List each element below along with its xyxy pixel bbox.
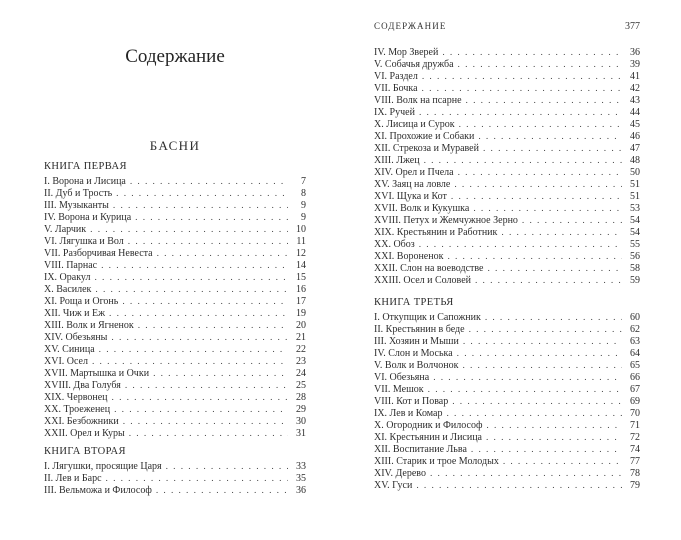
dot-leader [128, 236, 288, 247]
toc-entry [374, 384, 640, 396]
toc-entry-page: 35 [296, 473, 306, 484]
dot-leader [473, 203, 622, 214]
dot-leader [475, 275, 622, 286]
dot-leader [99, 344, 288, 355]
toc-entry-page: 20 [296, 320, 306, 331]
toc-entry-title: I. Откупщик и Сапожник [374, 312, 481, 323]
dot-leader [112, 392, 288, 403]
toc-entry-page: 39 [630, 59, 640, 70]
toc-entry [44, 260, 306, 272]
toc-entry-page: 43 [630, 95, 640, 106]
toc-entry [374, 396, 640, 408]
toc-entry [374, 348, 640, 360]
toc-entry [374, 95, 640, 107]
toc-entry-title: XIII. Лжец [374, 155, 420, 166]
toc-entry [374, 203, 640, 215]
toc-entry-page: 23 [296, 356, 306, 367]
toc-entry-title: XXIII. Осел и Соловей [374, 275, 471, 286]
toc-entry-title: XV. Синица [44, 344, 95, 355]
toc-entry [44, 380, 306, 392]
toc-entry-title: I. Ворона и Лисица [44, 176, 126, 187]
toc-entry-title: XIV. Обезьяны [44, 332, 108, 343]
toc-entry [374, 179, 640, 191]
toc-entry-page: 47 [630, 143, 640, 154]
toc-entry-title: XIII. Старик и трое Молодых [374, 456, 499, 467]
toc-entry-title: XVII. Волк и Кукушка [374, 203, 470, 214]
dot-leader [447, 251, 622, 262]
toc-entry-page: 79 [630, 480, 640, 491]
dot-leader [471, 444, 622, 455]
toc-entry [374, 107, 640, 119]
toc-entry [44, 416, 306, 428]
toc-entry [44, 404, 306, 416]
dot-leader [452, 396, 622, 407]
toc-entry-page: 25 [296, 380, 306, 391]
toc-entry-page: 72 [630, 432, 640, 443]
book-group [374, 47, 640, 287]
dot-leader [446, 408, 622, 419]
dot-leader [123, 416, 288, 427]
toc-entry-title: XIX. Крестьянин и Работник [374, 227, 498, 238]
toc-entry-page: 67 [630, 384, 640, 395]
dot-leader [462, 360, 622, 371]
dot-leader [166, 461, 288, 472]
toc-entry-page: 78 [630, 468, 640, 479]
toc-entry [374, 167, 640, 179]
toc-entry-title: XIV. Орел и Пчела [374, 167, 454, 178]
toc-entry-page: 31 [296, 428, 306, 439]
toc-entry-title: XIII. Волк и Ягненок [44, 320, 134, 331]
toc-entry [44, 392, 306, 404]
dot-leader [116, 188, 288, 199]
dot-leader [442, 47, 622, 58]
book-heading: КНИГА ПЕРВАЯ [44, 161, 127, 172]
dot-leader [113, 200, 288, 211]
book-group [44, 446, 306, 497]
toc-entry [44, 485, 306, 497]
dot-leader [469, 324, 622, 335]
toc-entry-page: 54 [630, 215, 640, 226]
toc-entry-title: XII. Воспитание Льва [374, 444, 467, 455]
toc-entry [44, 428, 306, 440]
toc-entry-title: XV. Заяц на ловле [374, 179, 451, 190]
running-header-page-number: 377 [625, 21, 640, 32]
toc-entry-title: III. Музыканты [44, 200, 109, 211]
toc-entry [374, 432, 640, 444]
toc-entry [374, 324, 640, 336]
toc-entry-title: X. Василек [44, 284, 92, 295]
toc-entry-page: 17 [296, 296, 306, 307]
toc-entry-page: 41 [630, 71, 640, 82]
toc-entry [374, 480, 640, 492]
toc-entry [374, 155, 640, 167]
toc-entry [44, 248, 306, 260]
toc-entry-title: III. Хозяин и Мыши [374, 336, 459, 347]
dot-leader [138, 320, 288, 331]
toc-entry-page: 65 [630, 360, 640, 371]
toc-entry-page: 55 [630, 239, 640, 250]
dot-leader [487, 263, 622, 274]
toc-entry-title: VI. Обезьяна [374, 372, 430, 383]
toc-entry-page: 24 [296, 368, 306, 379]
toc-entry [44, 200, 306, 212]
toc-entry-page: 7 [301, 176, 306, 187]
toc-entry [374, 336, 640, 348]
contents-title: Содержание [125, 46, 225, 67]
toc-entry-title: X. Огородник и Философ [374, 420, 483, 431]
toc-entry-title: IX. Ручей [374, 107, 415, 118]
toc-entry-title: XII. Чиж и Еж [44, 308, 106, 319]
left-toc-list [44, 161, 306, 497]
toc-entry-title: XXII. Орел и Куры [44, 428, 125, 439]
dot-leader [129, 428, 288, 439]
toc-entry-title: XI. Прохожие и Собаки [374, 131, 475, 142]
dot-leader [419, 107, 622, 118]
toc-entry-title: II. Дуб и Трость [44, 188, 113, 199]
toc-entry-page: 15 [296, 272, 306, 283]
toc-entry [44, 320, 306, 332]
toc-entry [44, 176, 306, 188]
toc-entry-page: 51 [630, 179, 640, 190]
dot-leader [486, 432, 622, 443]
toc-entry-title: V. Собачья дружба [374, 59, 454, 70]
toc-entry [44, 296, 306, 308]
toc-entry [374, 456, 640, 468]
dot-leader [466, 95, 622, 106]
toc-entry-page: 69 [630, 396, 640, 407]
toc-entry [374, 360, 640, 372]
toc-entry [44, 212, 306, 224]
toc-entry-title: VIII. Волк на псарне [374, 95, 462, 106]
dot-leader [153, 368, 288, 379]
dot-leader [122, 296, 288, 307]
toc-entry-title: VII. Бочка [374, 83, 418, 94]
toc-entry-title: V. Волк и Волчонок [374, 360, 459, 371]
toc-entry [374, 251, 640, 263]
dot-leader [130, 176, 288, 187]
dot-leader [485, 312, 622, 323]
toc-entry-page: 10 [296, 224, 306, 235]
toc-entry-page: 36 [296, 485, 306, 496]
toc-entry-page: 8 [301, 188, 306, 199]
toc-entry [44, 473, 306, 485]
toc-entry-page: 56 [630, 251, 640, 262]
toc-entry [374, 444, 640, 456]
toc-entry-title: XIV. Дерево [374, 468, 426, 479]
toc-entry [44, 344, 306, 356]
toc-entry-page: 70 [630, 408, 640, 419]
toc-entry-page: 19 [296, 308, 306, 319]
dot-leader [433, 372, 622, 383]
toc-entry [44, 284, 306, 296]
toc-entry [374, 239, 640, 251]
dot-leader [416, 480, 622, 491]
dot-leader [94, 272, 288, 283]
book-group [374, 297, 640, 492]
dot-leader [422, 71, 622, 82]
toc-entry-title: X. Лисица и Сурок [374, 119, 455, 130]
toc-entry-page: 48 [630, 155, 640, 166]
toc-entry-page: 58 [630, 263, 640, 274]
dot-leader [463, 336, 622, 347]
right-page [374, 0, 640, 492]
toc-entry [374, 83, 640, 95]
dot-leader [111, 332, 288, 343]
dot-leader [454, 179, 622, 190]
toc-entry-page: 11 [296, 236, 306, 247]
toc-entry [374, 312, 640, 324]
dot-leader [522, 215, 622, 226]
toc-entry [374, 215, 640, 227]
toc-entry-page: 22 [296, 344, 306, 355]
toc-entry-page: 16 [296, 284, 306, 295]
dot-leader [451, 191, 622, 202]
toc-entry [374, 275, 640, 287]
toc-entry-page: 74 [630, 444, 640, 455]
toc-entry-page: 9 [301, 212, 306, 223]
toc-entry-page: 21 [296, 332, 306, 343]
dot-leader [101, 260, 288, 271]
toc-entry-page: 53 [630, 203, 640, 214]
running-header-title: СОДЕРЖАНИЕ [374, 21, 447, 31]
toc-entry-title: XII. Стрекоза и Муравей [374, 143, 479, 154]
toc-entry-title: XI. Роща и Огонь [44, 296, 119, 307]
toc-entry-title: XX. Троеженец [44, 404, 111, 415]
right-toc-list [374, 47, 640, 492]
toc-entry-title: XXI. Вороненок [374, 251, 444, 262]
toc-entry [44, 236, 306, 248]
toc-entry [374, 372, 640, 384]
toc-entry-page: 36 [630, 47, 640, 58]
toc-entry-title: IV. Ворона и Курица [44, 212, 132, 223]
toc-entry-title: IX. Оракул [44, 272, 91, 283]
toc-entry-page: 29 [296, 404, 306, 415]
toc-entry-page: 63 [630, 336, 640, 347]
toc-entry-title: XVIII. Два Голубя [44, 380, 121, 391]
toc-entry-page: 44 [630, 107, 640, 118]
toc-entry [44, 272, 306, 284]
toc-entry-title: VII. Мешок [374, 384, 424, 395]
toc-entry-title: XV. Гуси [374, 480, 413, 491]
dot-leader [90, 224, 288, 235]
toc-entry-page: 28 [296, 392, 306, 403]
toc-entry-title: XIX. Червонец [44, 392, 108, 403]
dot-leader [157, 248, 288, 259]
toc-entry [374, 71, 640, 83]
dot-leader [428, 384, 622, 395]
toc-entry-page: 45 [630, 119, 640, 130]
toc-entry-page: 12 [296, 248, 306, 259]
toc-entry [44, 368, 306, 380]
running-header [374, 20, 640, 33]
toc-entry-title: IX. Лев и Комар [374, 408, 443, 419]
toc-entry [44, 224, 306, 236]
toc-entry-page: 59 [630, 275, 640, 286]
toc-entry-title: XVIII. Петух и Жемчужное Зерно [374, 215, 518, 226]
dot-leader [156, 485, 288, 496]
toc-entry-page: 54 [630, 227, 640, 238]
dot-leader [95, 284, 288, 295]
toc-entry [44, 332, 306, 344]
toc-entry-page: 62 [630, 324, 640, 335]
toc-entry [44, 188, 306, 200]
dot-leader [458, 59, 622, 70]
toc-entry-title: VII. Разборчивая Невеста [44, 248, 153, 259]
toc-entry-page: 51 [630, 191, 640, 202]
toc-entry-page: 66 [630, 372, 640, 383]
toc-entry-title: XXII. Слон на воеводстве [374, 263, 484, 274]
toc-entry-title: V. Ларчик [44, 224, 87, 235]
dot-leader [478, 131, 622, 142]
dot-leader [419, 239, 622, 250]
dot-leader [459, 119, 622, 130]
toc-entry-title: VIII. Парнас [44, 260, 98, 271]
toc-entry [374, 420, 640, 432]
dot-leader [114, 404, 288, 415]
toc-entry-title: XX. Обоз [374, 239, 415, 250]
book-group [44, 161, 306, 440]
toc-entry-title: XVI. Щука и Кот [374, 191, 447, 202]
dot-leader [458, 167, 622, 178]
toc-entry [374, 59, 640, 71]
section-heading-basni: БАСНИ [149, 138, 201, 153]
toc-entry [374, 191, 640, 203]
left-page [44, 0, 306, 497]
toc-entry [374, 408, 640, 420]
toc-entry [374, 47, 640, 59]
toc-entry-page: 50 [630, 167, 640, 178]
toc-entry-title: XXI. Безбожники [44, 416, 119, 427]
dot-leader [92, 356, 288, 367]
toc-entry-page: 42 [630, 83, 640, 94]
toc-entry-title: II. Лев и Барс [44, 473, 102, 484]
toc-entry-page: 71 [630, 420, 640, 431]
toc-entry [44, 308, 306, 320]
dot-leader [430, 468, 622, 479]
toc-entry [374, 119, 640, 131]
dot-leader [422, 83, 622, 94]
dot-leader [501, 227, 622, 238]
toc-entry [44, 356, 306, 368]
toc-entry-title: VI. Раздел [374, 71, 418, 82]
book-heading: КНИГА ВТОРАЯ [44, 446, 126, 457]
dot-leader [109, 308, 288, 319]
toc-entry-title: VI. Лягушка и Вол [44, 236, 124, 247]
toc-entry-page: 64 [630, 348, 640, 359]
toc-entry [374, 468, 640, 480]
toc-entry-title: XVII. Мартышка и Очки [44, 368, 150, 379]
toc-entry [374, 131, 640, 143]
toc-entry-title: IV. Мор Зверей [374, 47, 439, 58]
dot-leader [457, 348, 622, 359]
toc-entry [374, 263, 640, 275]
toc-entry-page: 60 [630, 312, 640, 323]
toc-entry [44, 461, 306, 473]
dot-leader [125, 380, 288, 391]
toc-entry-page: 33 [296, 461, 306, 472]
toc-entry-page: 46 [630, 131, 640, 142]
toc-entry [374, 143, 640, 155]
toc-entry-title: IV. Слон и Моська [374, 348, 453, 359]
toc-entry-title: XI. Крестьянин и Лисица [374, 432, 482, 443]
dot-leader [486, 420, 622, 431]
toc-entry-title: XVI. Осел [44, 356, 88, 367]
dot-leader [135, 212, 288, 223]
toc-entry [374, 227, 640, 239]
toc-entry-title: III. Вельможа и Философ [44, 485, 152, 496]
toc-entry-title: VIII. Кот и Повар [374, 396, 449, 407]
toc-entry-title: II. Крестьянин в беде [374, 324, 465, 335]
dot-leader [503, 456, 622, 467]
book-heading: КНИГА ТРЕТЬЯ [374, 297, 454, 308]
toc-entry-page: 14 [296, 260, 306, 271]
toc-entry-page: 9 [301, 200, 306, 211]
toc-entry-title: I. Лягушки, просящие Царя [44, 461, 162, 472]
dot-leader [424, 155, 622, 166]
toc-entry-page: 77 [630, 456, 640, 467]
dot-leader [483, 143, 622, 154]
toc-entry-page: 30 [296, 416, 306, 427]
dot-leader [106, 473, 288, 484]
